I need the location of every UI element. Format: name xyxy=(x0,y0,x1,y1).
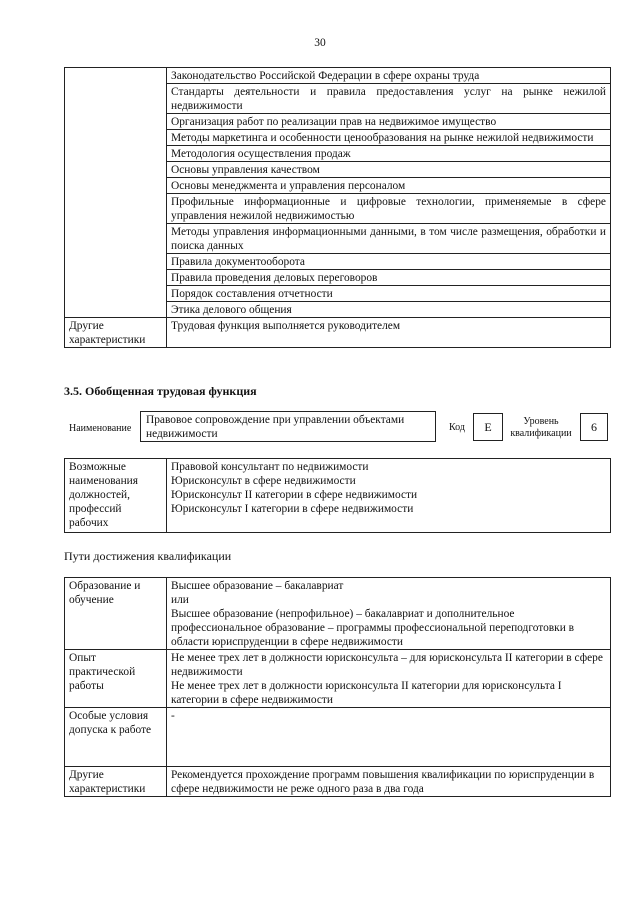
position-item: Юрисконсульт в сфере недвижимости xyxy=(171,475,356,487)
position-item: Юрисконсульт II категории в сфере недвижимости xyxy=(171,489,418,501)
position-item: Правовой консультант по недвижимости xyxy=(171,461,369,473)
knowledge-item: Организация работ по реализации прав на недвижимое имущество xyxy=(167,114,611,130)
section-heading: 3.5. Обобщенная трудовая функция xyxy=(64,384,257,398)
function-name-box: Правовое сопровождение при управлении объектами недвижимости xyxy=(140,411,436,442)
knowledge-item: Порядок составления отчетности xyxy=(167,286,611,302)
other-characteristics-label: Другие характеристики xyxy=(65,318,167,348)
education-line: Высшее образование – бакалавриат xyxy=(171,580,344,592)
knowledge-item: Основы менеджмента и управления персоналом xyxy=(167,178,611,194)
knowledge-item: Методы управления информационными данными, в том числе размещения, обработки и поиска данных xyxy=(167,224,611,254)
knowledge-item: Этика делового общения xyxy=(167,302,611,318)
paths-heading: Пути достижения квалификации xyxy=(64,549,232,563)
position-item: Юрисконсульт I категории в сфере недвижимости xyxy=(171,503,414,515)
knowledge-table xyxy=(64,67,611,348)
knowledge-item: Законодательство Российской Федерации в сфере охраны труда xyxy=(167,68,611,84)
experience-value xyxy=(167,650,611,708)
special-conditions-value: - xyxy=(167,708,611,767)
education-value xyxy=(167,578,611,650)
knowledge-item: Стандарты деятельности и правила предоставления услуг на рынке нежилой недвижимости xyxy=(167,84,611,114)
knowledge-item: Правила документооборота xyxy=(167,254,611,270)
positions-label: Возможные наименования должностей, профессий рабочих xyxy=(65,459,167,533)
qualification-level-box: 6 xyxy=(580,413,608,441)
positions-table xyxy=(64,458,611,533)
knowledge-label-cell xyxy=(65,68,167,318)
knowledge-item: Методы маркетинга и особенности ценообразования на рынке нежилой недвижимости xyxy=(167,130,611,146)
experience-label: Опыт практической работы xyxy=(65,650,167,708)
qualification-level-label: Уровень квалификации xyxy=(510,416,572,439)
other-characteristics-label: Другие характеристики xyxy=(65,767,167,797)
experience-line: Не менее трех лет в должности юрисконсульта II категории для юрисконсульта I категории в сфере недвижимости xyxy=(171,680,562,706)
other-characteristics-value: Трудовая функция выполняется руководителем xyxy=(167,318,611,348)
qualification-table xyxy=(64,577,611,797)
knowledge-item: Основы управления качеством xyxy=(167,162,611,178)
name-label: Наименование xyxy=(69,423,132,434)
kod-label: Код xyxy=(449,422,465,433)
special-conditions-label: Особые условия допуска к работе xyxy=(65,708,167,767)
knowledge-item: Правила проведения деловых переговоров xyxy=(167,270,611,286)
knowledge-item: Методология осуществления продаж xyxy=(167,146,611,162)
kod-value-box: Е xyxy=(473,413,503,441)
education-line: или xyxy=(171,594,189,606)
experience-line: Не менее трех лет в должности юрисконсульта – для юрисконсульта II категории в сфере недвижимости xyxy=(171,652,603,678)
other-characteristics-value: Рекомендуется прохождение программ повышения квалификации по юриспруденции в сфере недвижимости не реже одного раза в два года xyxy=(167,767,611,797)
positions-list xyxy=(167,459,611,533)
education-line: Высшее образование (непрофильное) – бакалавриат и дополнительное профессиональное образование – программы профессиональной переподготовки в области юриспруденции в сфере недвижимости xyxy=(171,608,575,648)
knowledge-item: Профильные информационные и цифровые технологии, применяемые в сфере управления нежилой недвижимостью xyxy=(167,194,611,224)
page-number: 30 xyxy=(314,37,326,49)
education-label: Образование и обучение xyxy=(65,578,167,650)
